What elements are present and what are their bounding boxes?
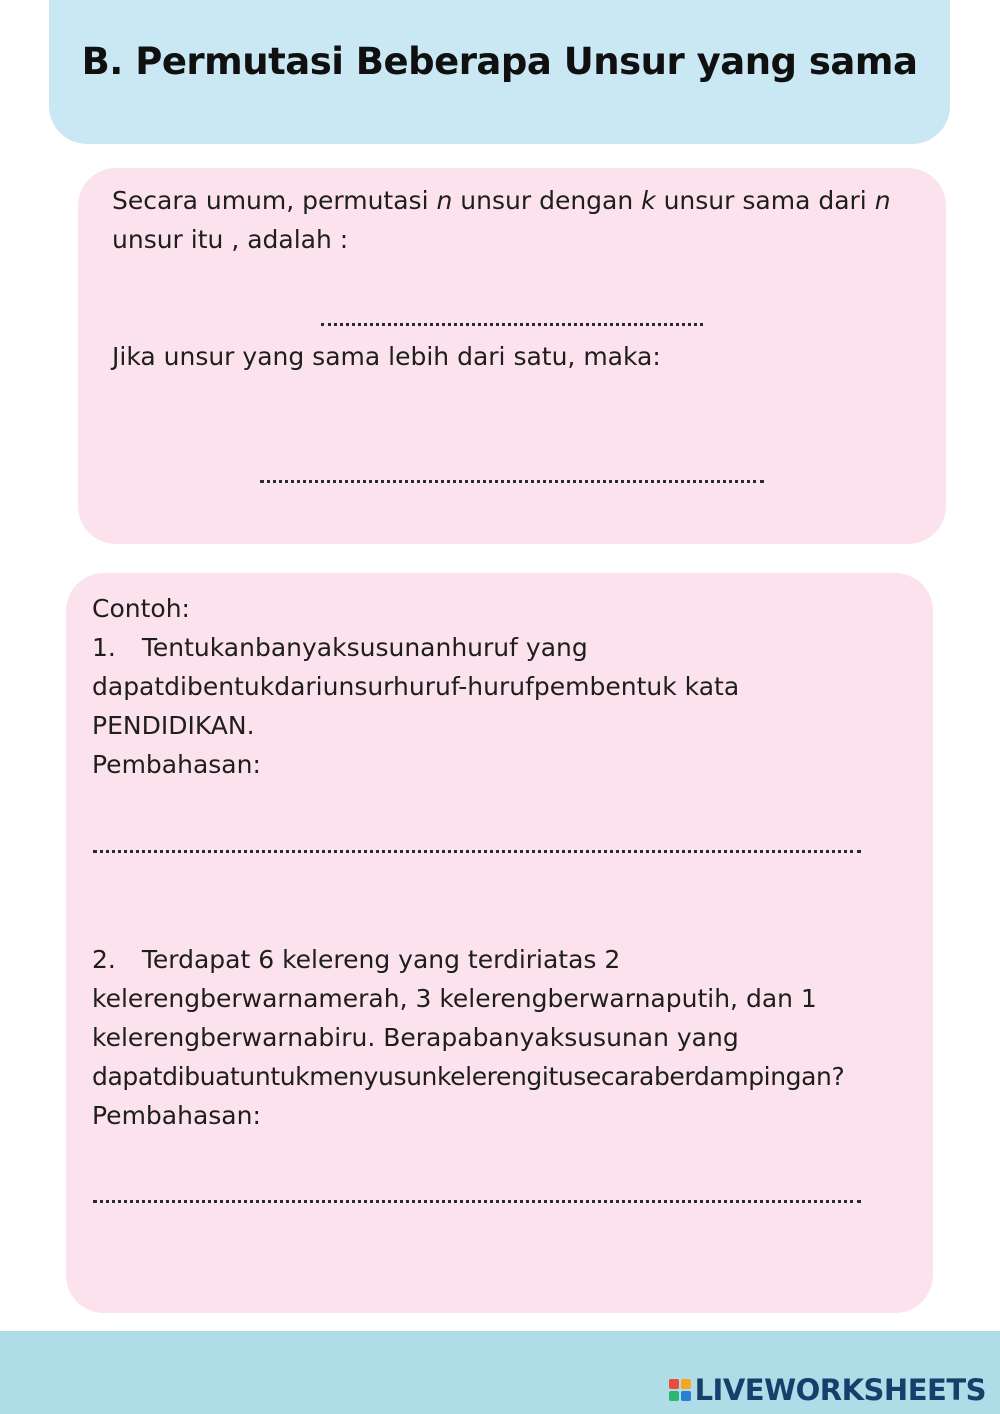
logo-square-icon bbox=[681, 1379, 691, 1389]
question-2-line-2: kelerengberwarnamerah, 3 kelerengberwarnaputih, dan 1 bbox=[92, 984, 817, 1013]
logo-square-icon bbox=[669, 1379, 679, 1389]
logo-square-icon bbox=[669, 1391, 679, 1401]
definition-line-3: Jika unsur yang sama lebih dari satu, maka: bbox=[112, 342, 661, 371]
brand-name: LIVEWORKSHEETS bbox=[694, 1373, 986, 1407]
definition-line-1: Secara umum, permutasi n unsur dengan k unsur sama dari n bbox=[112, 186, 891, 215]
question-1-line-3: PENDIDIKAN. bbox=[92, 711, 255, 740]
question-2-line-1: 2. Terdapat 6 kelereng yang terdiriatas 2 bbox=[92, 945, 621, 974]
question-1-discussion-label: Pembahasan: bbox=[92, 750, 261, 779]
liveworksheets-logo-icon bbox=[669, 1379, 691, 1401]
answer-blank-question-2[interactable] bbox=[93, 1200, 861, 1203]
answer-blank-formula-1[interactable] bbox=[321, 323, 703, 326]
brand-logo[interactable] bbox=[669, 1373, 986, 1407]
logo-square-icon bbox=[681, 1391, 691, 1401]
title-banner bbox=[49, 0, 950, 144]
answer-blank-formula-2[interactable] bbox=[260, 480, 764, 483]
question-2-line-4: dapatdibuatuntukmenyusunkelerengitusecaraberdampingan? bbox=[92, 1062, 845, 1091]
definition-line-2: unsur itu , adalah : bbox=[112, 225, 349, 254]
question-2-discussion-label: Pembahasan: bbox=[92, 1101, 261, 1130]
question-1-line-2: dapatdibentukdariunsurhuruf-hurufpembentuk kata bbox=[92, 672, 740, 701]
answer-blank-question-1[interactable] bbox=[93, 850, 861, 853]
examples-heading: Contoh: bbox=[92, 594, 190, 623]
page-title: B. Permutasi Beberapa Unsur yang sama bbox=[81, 40, 918, 83]
question-2-line-3: kelerengberwarnabiru. Berapabanyaksusunan yang bbox=[92, 1023, 739, 1052]
question-1-line-1: 1. Tentukanbanyaksusunanhuruf yang bbox=[92, 633, 588, 662]
